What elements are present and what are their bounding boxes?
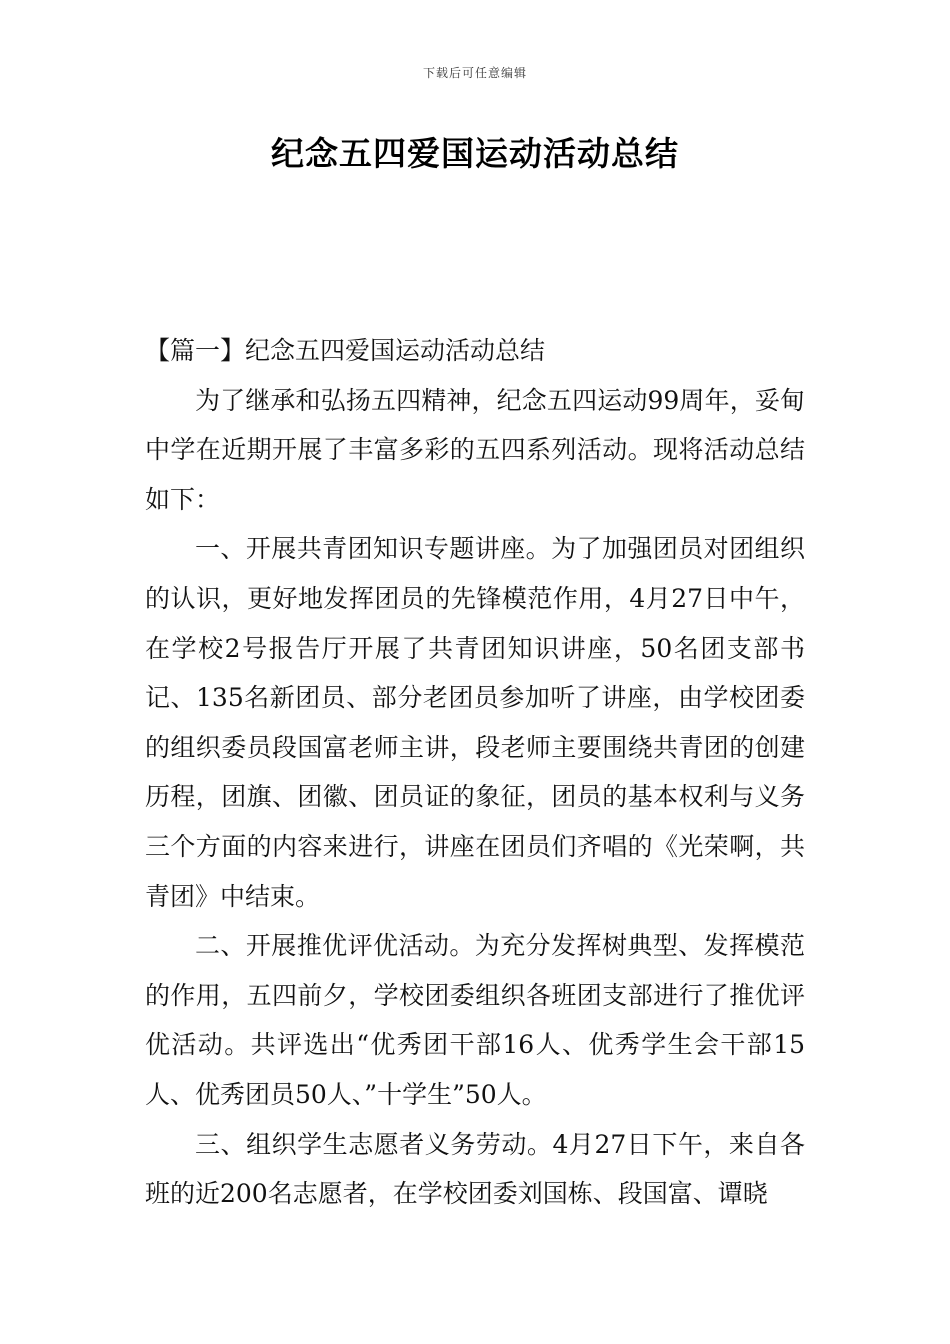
paragraph-awards: 二、开展推优评优活动。为充分发挥树典型、发挥模范的作用，五四前夕，学校团委组织各班团支部进行了推优评优活动。共评选出“优秀团干部16人、优秀学生会干部15人、优秀团员50人、”十学生”50人。 xyxy=(145,931,805,1109)
document-title: 纪念五四爱国运动活动总结 xyxy=(271,134,679,173)
paragraph-volunteer: 三、组织学生志愿者义务劳动。4月27日下午，来自各班的近200名志愿者，在学校团委刘国栋、段国富、谭晓 xyxy=(145,1129,805,1209)
paragraph-intro: 为了继承和弘扬五四精神，纪念五四运动99周年，妥甸中学在近期开展了丰富多彩的五四系列活动。现将活动总结如下： xyxy=(145,385,805,514)
document-body xyxy=(145,326,805,1219)
section-heading: 【篇一】纪念五四爱国运动活动总结 xyxy=(145,336,546,365)
paragraph-lecture: 一、开展共青团知识专题讲座。为了加强团员对团组织的认识，更好地发挥团员的先锋模范作用，4月27日中午，在学校2号报告厅开展了共青团知识讲座，50名团支部书记、135名新团员、部分老团员参加听了讲座，由学校团委的组织委员段国富老师主讲，段老师主要围绕共青团的创建历程，团旗、团徽、团员证的象征，团员的基本权利与义务三个方面的内容来进行，讲座在团员们齐唱的《光荣啊，共青团》中结束。 xyxy=(145,534,805,911)
header-note: 下载后可任意编辑 xyxy=(422,66,527,80)
